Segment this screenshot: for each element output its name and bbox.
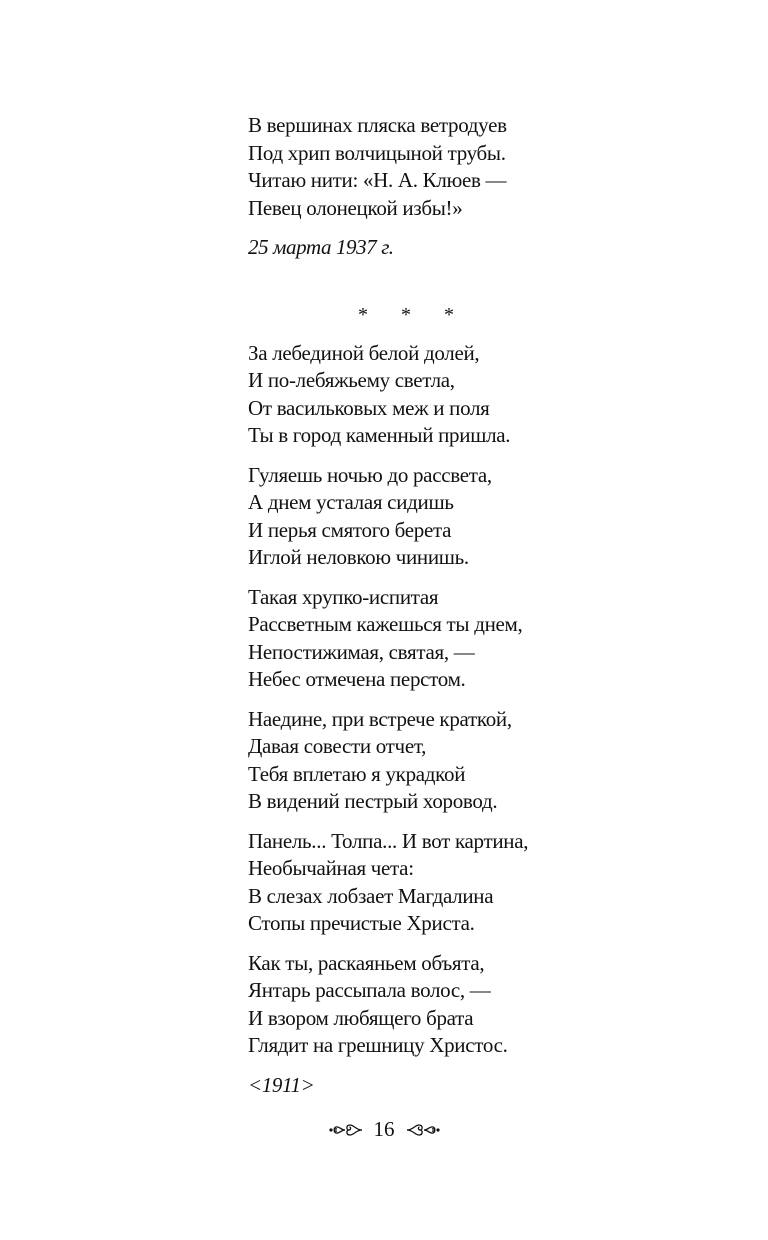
poem1-date: 25 марта 1937 г. — [248, 235, 394, 259]
poem-line: Читаю нити: «Н. А. Клюев — — [248, 168, 507, 192]
poem-line: За лебединой белой долей, — [248, 340, 480, 365]
poem-line: И по-лебяжьему светла, — [248, 368, 455, 392]
poem-line: От васильковых меж и поля — [248, 395, 490, 420]
poem-line: Гуляешь ночью до рассвета, — [248, 462, 492, 487]
poem-line: Певец олонецкой избы!» — [248, 195, 463, 220]
poem2-stanza-1 — [248, 340, 668, 450]
book-page — [248, 112, 668, 1099]
poem-line: В вершинах пляска ветродуев — [248, 113, 507, 137]
poem-line: Наедине, при встрече краткой, — [248, 706, 512, 731]
poem-line: И перья смятого берета — [248, 517, 452, 542]
ornament-left-icon — [328, 1121, 364, 1139]
poem-line: Янтарь рассыпала волос, — — [248, 978, 491, 1002]
poem-line: Рассветным кажешься ты днем, — [248, 612, 523, 636]
poem-line: Тебя вплетаю я украдкой — [248, 761, 466, 786]
poem2-stanza-5 — [248, 828, 668, 938]
poem2-stanza-4 — [248, 706, 668, 816]
poem-line: Ты в город каменный пришла. — [248, 423, 511, 447]
page-number: 16 — [373, 1117, 395, 1141]
poem-line: И взором любящего брата — [248, 1005, 474, 1030]
poem-line: А днем усталая сидишь — [248, 490, 454, 514]
poem-line: Необычайная чета: — [248, 856, 414, 880]
poem-line: Небес отмечена перстом. — [248, 667, 466, 691]
page-footer — [0, 1117, 768, 1142]
poem1-stanza — [248, 112, 668, 222]
poem-line: В видений пестрый хоровод. — [248, 789, 498, 813]
poem-line: Стопы пречистые Христа. — [248, 911, 475, 935]
ornament-right-icon — [405, 1121, 441, 1139]
poem2-date: <1911> — [248, 1072, 315, 1097]
poem-line: В слезах лобзает Магдалина — [248, 883, 494, 908]
poem-line: Иглой неловкою чинишь. — [248, 545, 469, 569]
poem-line: Такая хрупко-испитая — [248, 584, 439, 609]
poem-line: Как ты, раскаяньем объята, — [248, 950, 485, 975]
section-separator: * * * — [358, 303, 468, 326]
poem-line: Панель... Толпа... И вот картина, — [248, 828, 529, 853]
poem-line: Давая совести отчет, — [248, 734, 427, 758]
poem-line: Под хрип волчицыной трубы. — [248, 140, 506, 165]
poem2-stanza-3 — [248, 584, 668, 694]
poem2-stanza-2 — [248, 462, 668, 572]
poem2-stanza-6 — [248, 950, 668, 1060]
poem-line: Непостижимая, святая, — — [248, 639, 475, 664]
poem-line: Глядит на грешницу Христос. — [248, 1033, 508, 1057]
